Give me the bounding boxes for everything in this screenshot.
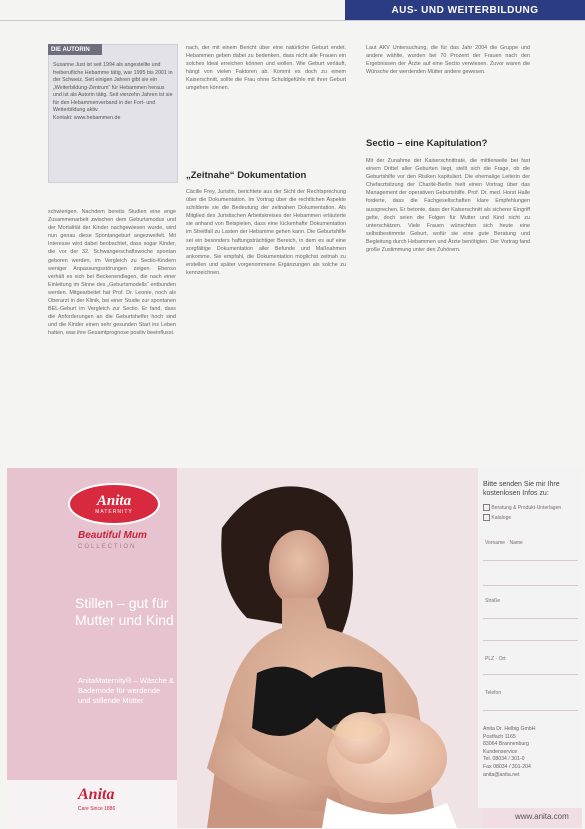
anita-bottom-logo-sub: Care Since 1886 bbox=[78, 806, 116, 812]
anita-bottom-logo: Anita bbox=[78, 786, 115, 803]
company-address bbox=[483, 726, 580, 779]
field-name-line-2[interactable] bbox=[483, 585, 578, 586]
field-street-label: Straße bbox=[485, 598, 501, 604]
checkbox-info-box[interactable] bbox=[483, 504, 490, 511]
anita-logo-sub: MATERNITY bbox=[95, 508, 133, 515]
checkbox-info[interactable] bbox=[483, 504, 561, 511]
checkbox-catalog-box[interactable] bbox=[483, 514, 490, 521]
field-phone-line[interactable] bbox=[483, 710, 578, 711]
anita-logo bbox=[68, 483, 160, 525]
column3-heading: Sectio – eine Kapitulation? bbox=[366, 138, 488, 149]
column1-text: schwierigen. Nachdem bereits Studien eine enge Zusammenarbeit zwischen dem Geburtsmodus und der Mortalität der Kinder nachgewiesen wurde, wird nun genau diese Spontangeburt angezweifelt. Mit Interesse wird dabei beobachtet, dass sogar Kinder, die vor der 32. Schwangerschaftswoche spontan geboren werden, im Vergleich zu Sectio-Kindern weniger Anpassungsstörungen zeigen. Ebenso verhält es sich bei Beckenendlagen, die nach einer Einleitung im Sinne des „Geburtsmodells“ entbunden werden. Mitgearbeitet hat Prof. Dr. Leonie, noch als Oberarzt in der Klinik, bei einer Studie zur spontanen BEL-Geburt im Vergleich zur Sectio. Er fand, dass die Anforderungen an die Geburtshelfer hoch sind und die Kinder einen sehr gesunden Start ins Leben hatten, was ihre Gesamtprognose positiv beeinflusst. bbox=[48, 209, 176, 337]
author-bio-text: Susanne Just ist seit 1994 als angestellte und freiberufliche Hebamme tätig, war 1995 bis 2001 in der Schweiz. Seit einigen Jahren gibt sie ein „Weiterbildung-Zentrum“ für Hebammen heraus und ist als Autorin tätig. Seit vierzehn Jahren ist sie für den Hebammenverband in der Fort- und Weiterbildung aktiv. bbox=[53, 62, 173, 113]
field-street-line-2[interactable] bbox=[483, 640, 578, 641]
anita-logo-text: Anita bbox=[96, 492, 132, 509]
ad-subheadline: AnitaMaternity® – Wäsche & Bademode für werdende und stillende Mütter bbox=[78, 676, 174, 705]
checkbox-catalog[interactable] bbox=[483, 514, 511, 521]
product-name: Beautiful Mum bbox=[78, 530, 147, 541]
company-phone: Tel. 08034 / 301-0 bbox=[483, 756, 525, 763]
company-name: Anita Dr. Helbig GmbH bbox=[483, 726, 536, 732]
author-tag: DIE AUTORIN bbox=[48, 44, 102, 55]
field-city-label: PLZ · Ort bbox=[485, 656, 506, 662]
ad-headline: Stillen – gut für Mutter und Kind bbox=[75, 595, 174, 628]
company-address-2: 83064 Brannenburg bbox=[483, 741, 529, 748]
company-fax: Fax 08034 / 301-204 bbox=[483, 763, 531, 770]
checkbox-info-label: Beratung & Produkt-Unterlagen bbox=[491, 504, 562, 511]
checkbox-catalog-label: Kataloge bbox=[491, 514, 512, 521]
column2-body: Cäcilie Frey, Juristin, berichtete aus der Sicht der Rechtsprechung über die Dokumentation. Im Vortrag über die rechtlichen Aspekte schilderte sie die Bedeutung der zeitnahen Dokumentation. Als Mitglied des Juristischen Arbeitskreises der Hebammen erläuterte sie anhand von Beispielen, dass eine lückenhafte Dokumentation im Streitfall zu Lasten der Hebamme gehen kann. Die Geburtshilfe sei ein besonders haftungsträchtiger Bereich, in dem es auf eine sorgfältige Dokumentation aller Befunde und Maßnahmen ankomme. Sie empfahl, die Dokumentation möglichst zeitnah zu erstellen und später vorgenommene Ergänzungen als solche zu kennzeichnen. bbox=[186, 189, 346, 276]
field-name-label: Vorname · Name bbox=[485, 540, 523, 546]
column2-intro: nach, der mit einem Bericht über eine natürliche Geburt endet. Hebammen geben dabei zu bedenken, dass nicht alle Frauen ein solches Ideal erreichen können und wollen. Wie Geburt verläuft, hängt von vielen Faktoren ab. Kommt es doch zu einem Kaiserschnitt, sollte die Frau ohne Schuldgefühle mit ihrer Geburt umgehen können. bbox=[186, 45, 346, 92]
header-divider bbox=[0, 20, 585, 21]
section-header bbox=[345, 0, 585, 20]
product-collection: COLLECTION bbox=[78, 544, 137, 550]
field-city-line[interactable] bbox=[483, 674, 578, 675]
field-street-line[interactable] bbox=[483, 618, 578, 619]
field-phone-label: Telefon bbox=[485, 690, 502, 696]
column3-intro: Laut AKV Untersuchung, die für das Jahr 2004 die Gruppe und andere wählte, wurden bei 70 Prozent der Frauen nach den Ergebnissen der Ärzte auf eine Sectio verwiesen. Zuvor waren die Wünsche der werdenden Mütter andere gewesen. bbox=[366, 45, 530, 76]
section-title: AUS- UND WEITERBILDUNG bbox=[391, 4, 539, 16]
ad-url[interactable]: www.anita.com bbox=[515, 812, 569, 821]
company-email[interactable]: anita@anita.net bbox=[483, 771, 520, 778]
author-bio bbox=[53, 62, 173, 122]
company-address-1: Postfach 1165 bbox=[483, 733, 516, 740]
company-address-3: Kundenservice bbox=[483, 748, 518, 755]
column3-body: Mit der Zunahme der Kaiserschnittrate, die mittlerweile bei fast einem Drittel aller Geburten liegt, stellt sich die Frage, ob die Geburtshilfe vor den Risiken kapituliert. Die ehemalige Leiterin der Chefarztsitzung der Charité-Berlin hielt einen Vortrag über das Management der operativen Geburtshilfe. Prof. Dr. med. Horst Halle forderte, dass die Fachgesellschaften klare Empfehlungen aussprechen. Er betonte, dass der Kaiserschnitt als sicherer Eingriff gelte, doch seien die Folgen für Mutter und Kind nicht zu unterschätzen. Viele Frauen wünschten sich heute eine selbstbestimmte Geburt, wofür sie eine gute Beratung und Begleitung durch Hebammen und Ärzte benötigten. Der Vortrag fand große Zustimmung unter den Zuhörern. bbox=[366, 158, 530, 254]
column2-heading: „Zeitnahe“ Dokumentation bbox=[186, 170, 307, 181]
author-contact: Kontakt: www.hebammen.de bbox=[53, 114, 121, 121]
field-name-line[interactable] bbox=[483, 560, 578, 561]
form-title: Bitte senden Sie mir Ihre kostenlosen Infos zu: bbox=[483, 481, 560, 497]
